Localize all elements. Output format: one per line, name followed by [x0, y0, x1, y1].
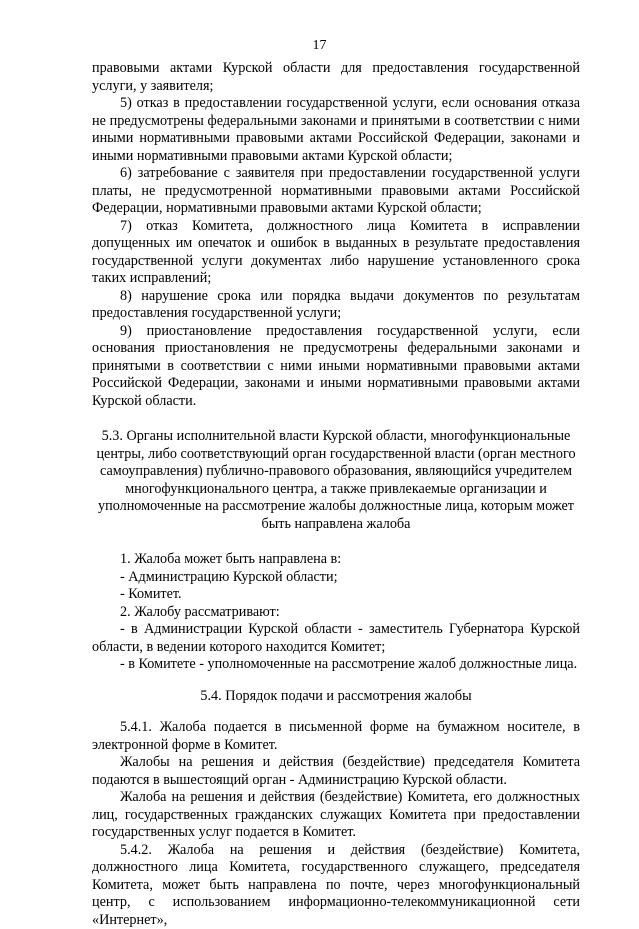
section-5-3-item: - в Администрации Курской области - заместитель Губернатора Курской области, в ведении которого находится Комитет; [92, 621, 580, 656]
paragraph-continuation: правовыми актами Курской области для предоставления государственной услуги, у заявителя; [92, 60, 580, 95]
section-5-3-item: - Администрацию Курской области; [92, 569, 580, 587]
page-number: 17 [0, 37, 639, 54]
paragraph-item-7: 7) отказ Комитета, должностного лица Комитета в исправлении допущенных им опечаток и ошибок в выданных в результате предоставления государственной услуги документах либо нарушение установленного срока таких исправлений; [92, 218, 580, 288]
section-5-3-item: - в Комитете - уполномоченные на рассмотрение жалоб должностные лица. [92, 656, 580, 674]
section-5-4-item: Жалоба на решения и действия (бездействие) Комитета, его должностных лиц, государственных гражданских служащих Комитета при предоставлении государственных услуг подается в Комитет. [92, 789, 580, 842]
section-5-3-item: 1. Жалоба может быть направлена в: [92, 551, 580, 569]
section-5-4-item: 5.4.1. Жалоба подается в письменной форме на бумажном носителе, в электронной форме в Комитет. [92, 719, 580, 754]
paragraph-item-5: 5) отказ в предоставлении государственной услуги, если основания отказа не предусмотрены федеральными законами и принятыми в соответствии с ними иными нормативными правовыми актами Российской Федерации, законами и иными нормативными правовыми актами Курской области; [92, 95, 580, 165]
section-heading-5-3: 5.3. Органы исполнительной власти Курской области, многофункциональные центры, либо соответствующий орган государственной власти (орган местного самоуправления) публично-правового образования, являющийся учредителем многофункционального центра, а также привлекаемые организации и уполномоченные на рассмотрение жалобы должностные лица, которым может быть направлена жалоба [92, 428, 580, 533]
section-5-4-item: Жалобы на решения и действия (бездействие) председателя Комитета подаются в вышестоящий орган - Администрацию Курской области. [92, 754, 580, 789]
paragraph-item-9: 9) приостановление предоставления государственной услуги, если основания приостановления не предусмотрены федеральными законами и принятыми в соответствии с ними иными нормативными правовыми актами Российской Федерации, законами и иными нормативными правовыми актами Курской области. [92, 323, 580, 411]
document-body [92, 60, 580, 929]
section-5-3-item: - Комитет. [92, 586, 580, 604]
section-5-4-item: 5.4.2. Жалоба на решения и действия (бездействие) Комитета, должностного лица Комитета, государственного служащего, председателя Комитета, может быть направлена по почте, через многофункциональный центр, с использованием информационно-телекоммуникационной сети «Интернет», [92, 842, 580, 929]
section-5-3-item: 2. Жалобу рассматривают: [92, 604, 580, 622]
section-heading-5-4: 5.4. Порядок подачи и рассмотрения жалобы [92, 688, 580, 706]
paragraph-item-8: 8) нарушение срока или порядка выдачи документов по результатам предоставления государственной услуги; [92, 288, 580, 323]
paragraph-item-6: 6) затребование с заявителя при предоставлении государственной услуги платы, не предусмотренной нормативными правовыми актами Российской Федерации, нормативными правовыми актами Курской области; [92, 165, 580, 218]
